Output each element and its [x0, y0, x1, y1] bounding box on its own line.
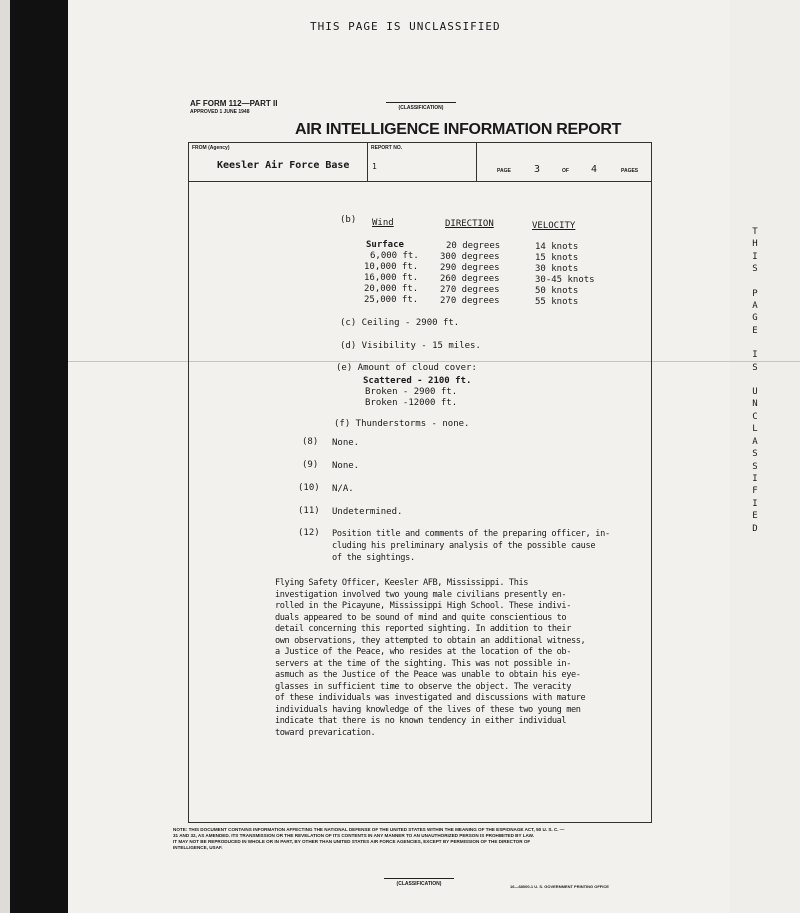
- wind-dir: 20 degrees: [446, 241, 501, 251]
- wind-dir: 290 degrees: [440, 263, 500, 273]
- paragraph-line: of these individuals was investigated and discussions with mature: [275, 693, 586, 703]
- stamp-gap: [748, 276, 762, 288]
- form-approved: APPROVED 1 JUNE 1948: [190, 109, 250, 115]
- wind-alt: 20,000 ft.: [364, 284, 419, 294]
- header-box: [188, 142, 652, 182]
- stamp-letter: G: [752, 313, 758, 324]
- investigation-paragraph: [275, 578, 645, 739]
- item-text: None.: [332, 461, 360, 471]
- stamp-letter: I: [752, 473, 758, 484]
- wind-alt: 10,000 ft.: [364, 262, 419, 272]
- stamp-letter: E: [752, 511, 758, 522]
- item-text: N/A.: [332, 484, 354, 494]
- printer-imprint: 16—68000-1 U. S. GOVERNMENT PRINTING OFFICE: [510, 884, 609, 889]
- paragraph-line: indicate that there is no known tendency in either individual: [275, 716, 567, 726]
- wind-dir: 270 degrees: [440, 285, 500, 295]
- wind-vel: 55 knots: [535, 297, 579, 307]
- stamp-letter: A: [752, 436, 758, 447]
- item-text: of the sightings.: [332, 553, 415, 563]
- stamp-letter: U: [752, 387, 758, 398]
- visibility-item: (d) Visibility - 15 miles.: [340, 341, 481, 351]
- side-stamp: [748, 226, 762, 535]
- item-number: (11): [298, 506, 320, 516]
- form-number: AF FORM 112—PART II: [190, 99, 278, 108]
- cloud-row: Broken -12000 ft.: [365, 398, 458, 408]
- stamp-letter: S: [752, 449, 758, 460]
- note-line: NOTE: THIS DOCUMENT CONTAINS INFORMATION AFFECTING THE NATIONAL DEFENSE OF THE UNITED STATES WITHIN THE MEANING OF THE ESPIONAGE ACT, 50 U. S. C. —: [173, 827, 565, 832]
- classification-bottom: (CLASSIFICATION): [384, 878, 454, 887]
- stamp-letter: S: [752, 461, 758, 472]
- paragraph-line: detail concerning this reported sighting. In addition to their: [275, 624, 571, 634]
- stamp-letter: I: [752, 498, 758, 509]
- wind-dir: 300 degrees: [440, 252, 500, 262]
- stamp-letter: D: [752, 523, 758, 534]
- stamp-gap: [748, 374, 762, 386]
- paragraph-line: Flying Safety Officer, Keesler AFB, Mississippi. This: [275, 578, 529, 588]
- item-text: cluding his preliminary analysis of the possible cause: [332, 541, 596, 551]
- item-text: None.: [332, 438, 360, 448]
- direction-header: DIRECTION: [445, 219, 494, 229]
- adjacent-page-edge: [0, 0, 10, 913]
- legal-note: [173, 827, 653, 851]
- note-line: 31 AND 32, AS AMENDED. ITS TRANSMISSION OR THE REVELATION OF ITS CONTENTS IN ANY MANNER TO AN UNAUTHORIZED PERSON IS PROHIBITED BY LAW.: [173, 833, 534, 838]
- page-value: 3: [534, 164, 541, 175]
- item-number: (12): [298, 528, 320, 538]
- wind-vel: 15 knots: [535, 253, 579, 263]
- wind-vel: 14 knots: [535, 242, 579, 252]
- cloud-row: Broken - 2900 ft.: [365, 387, 458, 397]
- wind-header: Wind: [372, 218, 394, 228]
- stamp-letter: L: [752, 424, 758, 435]
- wind-item-label: (b): [340, 215, 357, 225]
- wind-vel: 30-45 knots: [535, 275, 595, 285]
- paragraph-line: individuals having knowledge of the lives of these two young men: [275, 704, 581, 715]
- note-line: IT MAY NOT BE REPRODUCED IN WHOLE OR IN PART, BY OTHER THAN UNITED STATES AIR FORCE AGENCIES, EXCEPT BY PERMISSION OF THE DIRECTOR OF: [173, 839, 531, 844]
- stamp-letter: I: [752, 251, 758, 262]
- from-label: FROM (Agency): [192, 145, 230, 151]
- paragraph-line: glasses in sufficient time to observe the object. The veracity: [275, 681, 571, 692]
- wind-dir: 270 degrees: [440, 296, 500, 306]
- paragraph-line: investigation involved two young male civilians presently en-: [275, 589, 567, 600]
- stamp-letter: S: [752, 362, 758, 373]
- from-cell: [189, 143, 368, 181]
- stamp-letter: T: [752, 227, 758, 237]
- paragraph-line: rolled in the Picayune, Mississippi High School. These indivi-: [275, 601, 571, 611]
- report-no-cell: [368, 143, 477, 181]
- stamp-letter: A: [752, 301, 758, 312]
- from-value: Keesler Air Force Base: [217, 160, 350, 171]
- unclassified-banner: THIS PAGE IS UNCLASSIFIED: [310, 20, 501, 33]
- classification-top: (CLASSIFICATION): [386, 102, 456, 111]
- thunderstorms-item: (f) Thunderstorms - none.: [334, 419, 470, 429]
- wind-alt: 6,000 ft.: [370, 251, 419, 261]
- stamp-letter: E: [752, 325, 758, 336]
- stamp-letter: C: [752, 411, 758, 422]
- paragraph-line: a Justice of the Peace, who resides at the location of the ob-: [275, 647, 571, 657]
- paragraph-line: duals appeared to be sound of mind and quite conscientious to: [275, 612, 567, 623]
- item-text: Undetermined.: [332, 507, 403, 517]
- wind-dir: 260 degrees: [440, 274, 500, 284]
- stamp-letter: F: [752, 486, 758, 497]
- item-number: (8): [302, 437, 319, 447]
- wind-vel: 50 knots: [535, 286, 579, 296]
- pages-label: PAGES: [621, 168, 639, 174]
- page-label: PAGE: [497, 168, 511, 174]
- side-strip: [730, 0, 800, 913]
- paragraph-line: toward prevarication.: [275, 727, 376, 738]
- wind-alt: 16,000 ft.: [364, 273, 419, 283]
- item-number: (9): [302, 460, 319, 470]
- note-line: INTELLIGENCE, USAF.: [173, 845, 223, 850]
- scan-border: [0, 0, 68, 913]
- cloud-row: Scattered - 2100 ft.: [363, 376, 472, 386]
- stamp-letter: H: [752, 239, 758, 250]
- wind-alt: Surface: [366, 240, 404, 250]
- ceiling-item: (c) Ceiling - 2900 ft.: [340, 318, 460, 328]
- paragraph-line: servers at the time of the sighting. This was not possible in-: [275, 658, 571, 669]
- paragraph-line: own observations, they attempted to obtain an additional witness,: [275, 635, 586, 646]
- of-value: 4: [591, 164, 598, 175]
- report-title: AIR INTELLIGENCE INFORMATION REPORT: [295, 121, 622, 138]
- report-no-label: REPORT NO.: [371, 145, 403, 151]
- stamp-letter: S: [752, 264, 758, 275]
- velocity-header: VELOCITY: [532, 221, 576, 231]
- form-id: [190, 99, 277, 117]
- wind-alt: 25,000 ft.: [364, 295, 419, 305]
- stamp-letter: N: [752, 399, 758, 410]
- stamp-letter: P: [752, 288, 758, 299]
- of-label: OF: [562, 168, 569, 174]
- stamp-letter: I: [752, 350, 758, 361]
- paragraph-line: asmuch as the Justice of the Peace was unable to obtain his eye-: [275, 670, 581, 680]
- report-no-value: 1: [372, 162, 377, 171]
- stamp-gap: [748, 337, 762, 349]
- wind-vel: 30 knots: [535, 264, 579, 274]
- item-text: Position title and comments of the preparing officer, in-: [332, 529, 610, 539]
- cloud-cover-item: (e) Amount of cloud cover:: [336, 363, 477, 373]
- item-number: (10): [298, 483, 320, 493]
